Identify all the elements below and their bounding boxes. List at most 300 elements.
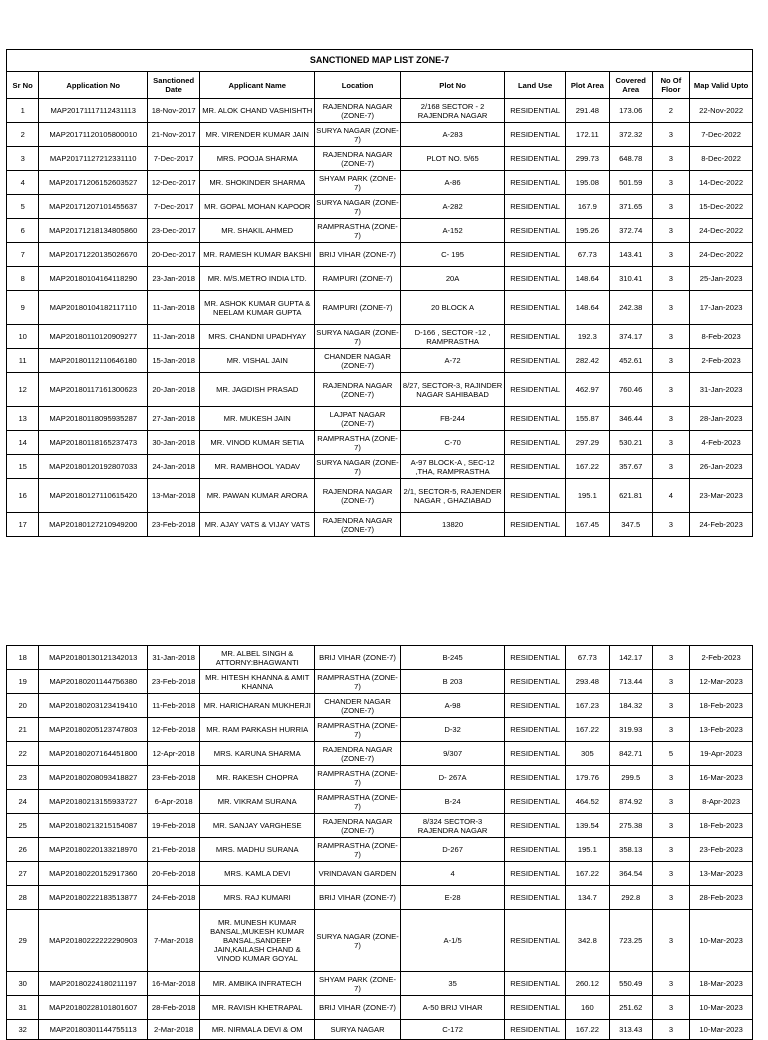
cell-plot-area: 148.64 (565, 291, 609, 325)
cell-application-no: MAP20180220152917360 (39, 862, 148, 886)
cell-sr-no: 14 (7, 431, 39, 455)
cell-location: RAJENDRA NAGAR (ZONE-7) (315, 513, 401, 537)
table-row (7, 694, 753, 718)
cell-plot-no: FB-244 (400, 407, 504, 431)
cell-land-use: RESIDENTIAL (505, 99, 566, 123)
table-row (7, 513, 753, 537)
cell-applicant-name: MR. VINOD KUMAR SETIA (200, 431, 315, 455)
cell-land-use: RESIDENTIAL (505, 972, 566, 996)
cell-no-of-floor: 3 (652, 694, 690, 718)
table-row (7, 646, 753, 670)
cell-map-valid-upto: 10-Mar-2023 (690, 910, 753, 972)
cell-applicant-name: MR. HITESH KHANNA & AMIT KHANNA (200, 670, 315, 694)
cell-location: SURYA NAGAR (ZONE-7) (315, 910, 401, 972)
cell-application-no: MAP20180224180211197 (39, 972, 148, 996)
table-row (7, 996, 753, 1020)
cell-map-valid-upto: 8-Apr-2023 (690, 790, 753, 814)
cell-no-of-floor: 3 (652, 407, 690, 431)
page-title: SANCTIONED MAP LIST ZONE-7 (7, 50, 753, 72)
cell-sr-no: 30 (7, 972, 39, 996)
cell-covered-area: 319.93 (609, 718, 652, 742)
cell-land-use: RESIDENTIAL (505, 147, 566, 171)
cell-sanctioned-date: 13-Mar-2018 (148, 479, 200, 513)
cell-sr-no: 28 (7, 886, 39, 910)
table-row (7, 99, 753, 123)
cell-plot-area: 195.26 (565, 219, 609, 243)
cell-sr-no: 10 (7, 325, 39, 349)
cell-location: BRIJ VIHAR (ZONE-7) (315, 996, 401, 1020)
cell-sr-no: 16 (7, 479, 39, 513)
cell-location: RAMPRASTHA (ZONE-7) (315, 766, 401, 790)
cell-plot-area: 148.64 (565, 267, 609, 291)
cell-plot-area: 167.22 (565, 718, 609, 742)
cell-land-use: RESIDENTIAL (505, 291, 566, 325)
table-row (7, 718, 753, 742)
cell-plot-area: 195.08 (565, 171, 609, 195)
cell-application-no: MAP20180112110646180 (39, 349, 148, 373)
cell-covered-area: 358.13 (609, 838, 652, 862)
sanctioned-map-table-part-2 (6, 645, 753, 1040)
cell-land-use: RESIDENTIAL (505, 267, 566, 291)
cell-covered-area: 275.38 (609, 814, 652, 838)
cell-applicant-name: MR. MUNESH KUMAR BANSAL,MUKESH KUMAR BANSAL,SANDEEP JAIN,KAILASH CHAND & VINOD KUMAR GOYAL (200, 910, 315, 972)
cell-application-no: MAP20180220133218970 (39, 838, 148, 862)
cell-plot-no: D-267 (400, 838, 504, 862)
cell-location: SURYA NAGAR (ZONE-7) (315, 195, 401, 219)
cell-sanctioned-date: 6-Apr-2018 (148, 790, 200, 814)
cell-covered-area: 372.74 (609, 219, 652, 243)
cell-sr-no: 24 (7, 790, 39, 814)
cell-no-of-floor: 3 (652, 243, 690, 267)
cell-application-no: MAP20180228101801607 (39, 996, 148, 1020)
cell-covered-area: 347.5 (609, 513, 652, 537)
cell-sr-no: 27 (7, 862, 39, 886)
cell-location: BRIJ VIHAR (ZONE-7) (315, 243, 401, 267)
table-row (7, 862, 753, 886)
cell-no-of-floor: 3 (652, 1020, 690, 1040)
cell-plot-no: C-172 (400, 1020, 504, 1040)
cell-sanctioned-date: 21-Nov-2017 (148, 123, 200, 147)
cell-plot-area: 160 (565, 996, 609, 1020)
cell-covered-area: 173.06 (609, 99, 652, 123)
cell-applicant-name: MR. RAMBHOOL YADAV (200, 455, 315, 479)
cell-land-use: RESIDENTIAL (505, 790, 566, 814)
cell-applicant-name: MR. RAMESH KUMAR BAKSHI (200, 243, 315, 267)
cell-sr-no: 25 (7, 814, 39, 838)
cell-plot-area: 67.73 (565, 243, 609, 267)
cell-plot-no: C-70 (400, 431, 504, 455)
table-row (7, 790, 753, 814)
cell-plot-no: A-97 BLOCK-A , SEC-12 ,THA, RAMPRASTHA (400, 455, 504, 479)
cell-plot-area: 139.54 (565, 814, 609, 838)
cell-covered-area: 143.41 (609, 243, 652, 267)
cell-map-valid-upto: 2-Feb-2023 (690, 349, 753, 373)
cell-covered-area: 357.67 (609, 455, 652, 479)
cell-land-use: RESIDENTIAL (505, 718, 566, 742)
cell-covered-area: 452.61 (609, 349, 652, 373)
cell-location: RAMPRASTHA (ZONE-7) (315, 219, 401, 243)
cell-sr-no: 3 (7, 147, 39, 171)
column-header-map-valid-upto: Map Valid Upto (690, 72, 753, 99)
cell-covered-area: 251.62 (609, 996, 652, 1020)
cell-land-use: RESIDENTIAL (505, 407, 566, 431)
table-header-row (7, 72, 753, 99)
cell-plot-area: 167.22 (565, 455, 609, 479)
cell-sr-no: 9 (7, 291, 39, 325)
cell-plot-area: 167.22 (565, 1020, 609, 1040)
cell-sr-no: 21 (7, 718, 39, 742)
cell-map-valid-upto: 8-Feb-2023 (690, 325, 753, 349)
cell-land-use: RESIDENTIAL (505, 195, 566, 219)
cell-plot-no: PLOT NO. 5/65 (400, 147, 504, 171)
cell-application-no: MAP20180127110615420 (39, 479, 148, 513)
cell-sanctioned-date: 24-Jan-2018 (148, 455, 200, 479)
column-header-no-of-floor: No Of Floor (652, 72, 690, 99)
cell-sr-no: 23 (7, 766, 39, 790)
cell-location: RAMPRASTHA (ZONE-7) (315, 718, 401, 742)
cell-plot-no: 4 (400, 862, 504, 886)
cell-sanctioned-date: 11-Jan-2018 (148, 325, 200, 349)
cell-sr-no: 22 (7, 742, 39, 766)
cell-map-valid-upto: 19-Apr-2023 (690, 742, 753, 766)
cell-location: SHYAM PARK (ZONE-7) (315, 171, 401, 195)
cell-map-valid-upto: 24-Feb-2023 (690, 513, 753, 537)
cell-sanctioned-date: 31-Jan-2018 (148, 646, 200, 670)
cell-location: RAJENDRA NAGAR (ZONE-7) (315, 99, 401, 123)
cell-plot-area: 167.45 (565, 513, 609, 537)
cell-no-of-floor: 3 (652, 431, 690, 455)
cell-no-of-floor: 4 (652, 479, 690, 513)
table-row (7, 195, 753, 219)
cell-location: RAMPURI (ZONE-7) (315, 267, 401, 291)
cell-sr-no: 15 (7, 455, 39, 479)
cell-applicant-name: MRS. POOJA SHARMA (200, 147, 315, 171)
cell-application-no: MAP20180207164451800 (39, 742, 148, 766)
cell-no-of-floor: 3 (652, 219, 690, 243)
cell-sanctioned-date: 23-Jan-2018 (148, 267, 200, 291)
cell-plot-area: 342.8 (565, 910, 609, 972)
cell-plot-area: 305 (565, 742, 609, 766)
cell-map-valid-upto: 18-Mar-2023 (690, 972, 753, 996)
cell-covered-area: 530.21 (609, 431, 652, 455)
sanctioned-map-table-part-1 (6, 49, 753, 537)
cell-plot-no: A-152 (400, 219, 504, 243)
cell-applicant-name: MRS. MADHU SURANA (200, 838, 315, 862)
cell-plot-area: 299.73 (565, 147, 609, 171)
cell-sr-no: 29 (7, 910, 39, 972)
cell-applicant-name: MR. NIRMALA DEVI & OM (200, 1020, 315, 1040)
cell-plot-area: 167.23 (565, 694, 609, 718)
cell-plot-area: 167.9 (565, 195, 609, 219)
cell-plot-no: A-50 BRIJ VIHAR (400, 996, 504, 1020)
cell-land-use: RESIDENTIAL (505, 219, 566, 243)
cell-sr-no: 1 (7, 99, 39, 123)
cell-no-of-floor: 3 (652, 171, 690, 195)
cell-plot-no: 8/27, SECTOR-3, RAJINDER NAGAR SAHIBABAD (400, 373, 504, 407)
cell-plot-no: 35 (400, 972, 504, 996)
cell-map-valid-upto: 14-Dec-2022 (690, 171, 753, 195)
cell-plot-area: 282.42 (565, 349, 609, 373)
cell-sr-no: 7 (7, 243, 39, 267)
cell-no-of-floor: 3 (652, 513, 690, 537)
table-row (7, 455, 753, 479)
cell-application-no: MAP20180120192807033 (39, 455, 148, 479)
cell-map-valid-upto: 7-Dec-2022 (690, 123, 753, 147)
cell-sanctioned-date: 19-Feb-2018 (148, 814, 200, 838)
cell-no-of-floor: 5 (652, 742, 690, 766)
cell-sanctioned-date: 18-Nov-2017 (148, 99, 200, 123)
cell-covered-area: 310.41 (609, 267, 652, 291)
cell-plot-no: A-72 (400, 349, 504, 373)
cell-application-no: MAP20171220135026670 (39, 243, 148, 267)
cell-covered-area: 874.92 (609, 790, 652, 814)
cell-applicant-name: MR. MUKESH JAIN (200, 407, 315, 431)
cell-plot-area: 195.1 (565, 838, 609, 862)
cell-location: RAJENDRA NAGAR (ZONE-7) (315, 147, 401, 171)
cell-covered-area: 142.17 (609, 646, 652, 670)
cell-application-no: MAP20180118095935287 (39, 407, 148, 431)
cell-land-use: RESIDENTIAL (505, 123, 566, 147)
cell-application-no: MAP20180130121342013 (39, 646, 148, 670)
cell-covered-area: 364.54 (609, 862, 652, 886)
cell-application-no: MAP20180104164118290 (39, 267, 148, 291)
cell-map-valid-upto: 28-Feb-2023 (690, 886, 753, 910)
cell-no-of-floor: 3 (652, 325, 690, 349)
cell-plot-no: 13820 (400, 513, 504, 537)
cell-application-no: MAP20171206152603527 (39, 171, 148, 195)
cell-application-no: MAP20171218134805860 (39, 219, 148, 243)
cell-no-of-floor: 3 (652, 910, 690, 972)
cell-no-of-floor: 3 (652, 670, 690, 694)
table-row (7, 325, 753, 349)
cell-covered-area: 374.17 (609, 325, 652, 349)
cell-land-use: RESIDENTIAL (505, 742, 566, 766)
cell-covered-area: 713.44 (609, 670, 652, 694)
cell-sr-no: 2 (7, 123, 39, 147)
cell-covered-area: 372.32 (609, 123, 652, 147)
cell-land-use: RESIDENTIAL (505, 646, 566, 670)
table-row (7, 267, 753, 291)
table-row (7, 291, 753, 325)
cell-location: SHYAM PARK (ZONE-7) (315, 972, 401, 996)
column-header-covered-area: Covered Area (609, 72, 652, 99)
cell-sanctioned-date: 12-Dec-2017 (148, 171, 200, 195)
cell-location: CHANDER NAGAR (ZONE-7) (315, 349, 401, 373)
cell-application-no: MAP20171127212331110 (39, 147, 148, 171)
cell-applicant-name: MRS. RAJ KUMARI (200, 886, 315, 910)
table-row (7, 766, 753, 790)
table-row (7, 243, 753, 267)
column-header-application-no: Application No (39, 72, 148, 99)
cell-applicant-name: MRS. CHANDNI UPADHYAY (200, 325, 315, 349)
cell-map-valid-upto: 23-Feb-2023 (690, 838, 753, 862)
cell-applicant-name: MR. VIRENDER KUMAR JAIN (200, 123, 315, 147)
cell-map-valid-upto: 10-Mar-2023 (690, 1020, 753, 1040)
table-row (7, 742, 753, 766)
cell-plot-area: 192.3 (565, 325, 609, 349)
cell-sr-no: 5 (7, 195, 39, 219)
cell-applicant-name: MR. AJAY VATS & VIJAY VATS (200, 513, 315, 537)
cell-plot-no: 9/307 (400, 742, 504, 766)
cell-location: BRIJ VIHAR (ZONE-7) (315, 886, 401, 910)
cell-sr-no: 17 (7, 513, 39, 537)
cell-plot-no: D- 267A (400, 766, 504, 790)
cell-plot-no: B-245 (400, 646, 504, 670)
cell-sr-no: 18 (7, 646, 39, 670)
cell-map-valid-upto: 12-Mar-2023 (690, 670, 753, 694)
cell-covered-area: 550.49 (609, 972, 652, 996)
cell-sanctioned-date: 7-Dec-2017 (148, 195, 200, 219)
cell-location: SURYA NAGAR (315, 1020, 401, 1040)
cell-land-use: RESIDENTIAL (505, 171, 566, 195)
cell-covered-area: 501.59 (609, 171, 652, 195)
cell-location: RAMPRASTHA (ZONE-7) (315, 790, 401, 814)
cell-plot-no: E-28 (400, 886, 504, 910)
cell-applicant-name: MR. PAWAN KUMAR ARORA (200, 479, 315, 513)
cell-sanctioned-date: 2-Mar-2018 (148, 1020, 200, 1040)
cell-plot-area: 195.1 (565, 479, 609, 513)
table-row (7, 431, 753, 455)
cell-land-use: RESIDENTIAL (505, 349, 566, 373)
cell-application-no: MAP20180213155933727 (39, 790, 148, 814)
cell-covered-area: 242.38 (609, 291, 652, 325)
cell-plot-no: A-1/5 (400, 910, 504, 972)
cell-plot-area: 297.29 (565, 431, 609, 455)
table-row (7, 1020, 753, 1040)
cell-sanctioned-date: 20-Jan-2018 (148, 373, 200, 407)
cell-sanctioned-date: 23-Feb-2018 (148, 766, 200, 790)
column-header-sr-no: Sr No (7, 72, 39, 99)
cell-application-no: MAP20180127210949200 (39, 513, 148, 537)
cell-location: RAMPRASTHA (ZONE-7) (315, 670, 401, 694)
cell-sanctioned-date: 11-Feb-2018 (148, 694, 200, 718)
cell-applicant-name: MR. SANJAY VARGHESE (200, 814, 315, 838)
cell-no-of-floor: 3 (652, 455, 690, 479)
cell-sanctioned-date: 30-Jan-2018 (148, 431, 200, 455)
cell-no-of-floor: 3 (652, 886, 690, 910)
table-row (7, 814, 753, 838)
cell-map-valid-upto: 26-Jan-2023 (690, 455, 753, 479)
cell-covered-area: 184.32 (609, 694, 652, 718)
cell-plot-area: 464.52 (565, 790, 609, 814)
table-row (7, 972, 753, 996)
cell-no-of-floor: 3 (652, 814, 690, 838)
cell-land-use: RESIDENTIAL (505, 455, 566, 479)
cell-location: RAJENDRA NAGAR (ZONE-7) (315, 373, 401, 407)
column-header-plot-no: Plot No (400, 72, 504, 99)
cell-no-of-floor: 3 (652, 123, 690, 147)
cell-land-use: RESIDENTIAL (505, 814, 566, 838)
cell-map-valid-upto: 4-Feb-2023 (690, 431, 753, 455)
cell-applicant-name: MR. SHAKIL AHMED (200, 219, 315, 243)
cell-no-of-floor: 3 (652, 996, 690, 1020)
cell-plot-no: A-86 (400, 171, 504, 195)
table-row (7, 373, 753, 407)
cell-map-valid-upto: 2-Feb-2023 (690, 646, 753, 670)
cell-location: SURYA NAGAR (ZONE-7) (315, 325, 401, 349)
cell-sanctioned-date: 20-Feb-2018 (148, 862, 200, 886)
table-row (7, 479, 753, 513)
cell-sr-no: 32 (7, 1020, 39, 1040)
cell-location: SURYA NAGAR (ZONE-7) (315, 123, 401, 147)
cell-applicant-name: MR. SHOKINDER SHARMA (200, 171, 315, 195)
cell-sr-no: 4 (7, 171, 39, 195)
cell-covered-area: 760.46 (609, 373, 652, 407)
cell-land-use: RESIDENTIAL (505, 766, 566, 790)
cell-applicant-name: MR. JAGDISH PRASAD (200, 373, 315, 407)
cell-plot-no: C- 195 (400, 243, 504, 267)
cell-land-use: RESIDENTIAL (505, 886, 566, 910)
cell-land-use: RESIDENTIAL (505, 479, 566, 513)
cell-map-valid-upto: 13-Feb-2023 (690, 718, 753, 742)
cell-location: RAMPRASTHA (ZONE-7) (315, 431, 401, 455)
cell-location: VRINDAVAN GARDEN (315, 862, 401, 886)
cell-application-no: MAP20180222183513877 (39, 886, 148, 910)
cell-map-valid-upto: 18-Feb-2023 (690, 814, 753, 838)
cell-land-use: RESIDENTIAL (505, 431, 566, 455)
cell-plot-no: 2/168 SECTOR - 2 RAJENDRA NAGAR (400, 99, 504, 123)
cell-plot-no: A-283 (400, 123, 504, 147)
table-row (7, 886, 753, 910)
cell-applicant-name: MR. RAM PARKASH HURRIA (200, 718, 315, 742)
cell-map-valid-upto: 28-Jan-2023 (690, 407, 753, 431)
cell-map-valid-upto: 15-Dec-2022 (690, 195, 753, 219)
cell-no-of-floor: 3 (652, 195, 690, 219)
cell-map-valid-upto: 25-Jan-2023 (690, 267, 753, 291)
cell-plot-area: 172.11 (565, 123, 609, 147)
cell-sr-no: 31 (7, 996, 39, 1020)
cell-map-valid-upto: 31-Jan-2023 (690, 373, 753, 407)
cell-application-no: MAP20180205123747803 (39, 718, 148, 742)
cell-application-no: MAP20180301144755113 (39, 1020, 148, 1040)
cell-application-no: MAP20171207101455637 (39, 195, 148, 219)
cell-application-no: MAP20180104182117110 (39, 291, 148, 325)
cell-land-use: RESIDENTIAL (505, 373, 566, 407)
cell-sr-no: 8 (7, 267, 39, 291)
cell-plot-area: 155.87 (565, 407, 609, 431)
cell-map-valid-upto: 22-Nov-2022 (690, 99, 753, 123)
cell-no-of-floor: 3 (652, 972, 690, 996)
cell-sanctioned-date: 21-Feb-2018 (148, 838, 200, 862)
cell-land-use: RESIDENTIAL (505, 862, 566, 886)
cell-applicant-name: MR. VISHAL JAIN (200, 349, 315, 373)
cell-covered-area: 842.71 (609, 742, 652, 766)
cell-no-of-floor: 3 (652, 291, 690, 325)
cell-sr-no: 19 (7, 670, 39, 694)
cell-covered-area: 299.5 (609, 766, 652, 790)
cell-land-use: RESIDENTIAL (505, 996, 566, 1020)
cell-map-valid-upto: 18-Feb-2023 (690, 694, 753, 718)
table-row (7, 838, 753, 862)
cell-map-valid-upto: 24-Dec-2022 (690, 219, 753, 243)
table-row (7, 123, 753, 147)
cell-no-of-floor: 3 (652, 838, 690, 862)
cell-application-no: MAP20171120105800010 (39, 123, 148, 147)
cell-sr-no: 20 (7, 694, 39, 718)
cell-sanctioned-date: 28-Feb-2018 (148, 996, 200, 1020)
cell-sanctioned-date: 16-Mar-2018 (148, 972, 200, 996)
cell-application-no: MAP20180213215154087 (39, 814, 148, 838)
cell-sr-no: 26 (7, 838, 39, 862)
cell-sr-no: 6 (7, 219, 39, 243)
cell-application-no: MAP20180118165237473 (39, 431, 148, 455)
cell-applicant-name: MRS. KAMLA DEVI (200, 862, 315, 886)
column-header-location: Location (315, 72, 401, 99)
table-row (7, 219, 753, 243)
cell-land-use: RESIDENTIAL (505, 670, 566, 694)
cell-map-valid-upto: 23-Mar-2023 (690, 479, 753, 513)
cell-sr-no: 13 (7, 407, 39, 431)
